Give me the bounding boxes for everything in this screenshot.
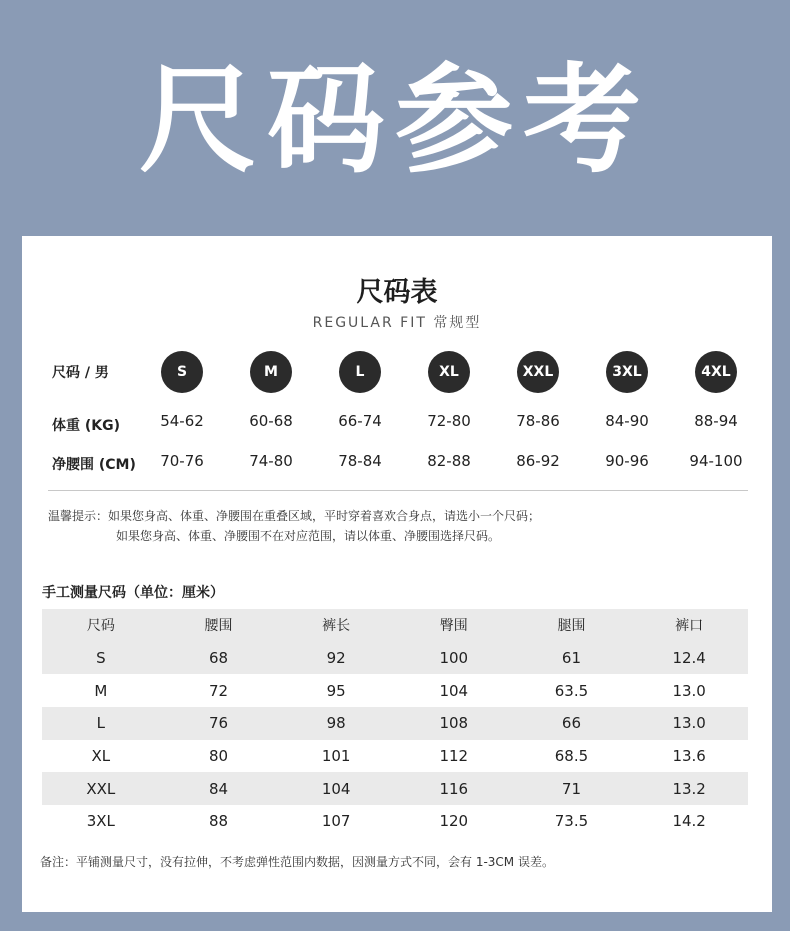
table-cell: 95 [326,681,346,700]
weight-range: 66-74 [338,412,382,430]
card-title: 尺码表 [356,277,438,308]
table-cell: 71 [561,779,581,798]
waist-range: 86-92 [516,452,560,470]
row-label-waist: 净腰围 (CM) [52,457,136,473]
table-cell: 98 [326,714,346,733]
table-cell: 13.6 [672,747,706,766]
table-cell: 101 [321,747,351,766]
table-cell: 68 [208,649,229,668]
table-cell: 13.2 [672,779,706,798]
table-cell: 73.5 [554,812,589,831]
card-subtitle: REGULAR FIT 常规型 [312,315,482,331]
table-cell: 12.4 [672,649,706,668]
table-cell: 112 [439,747,469,766]
table-cell: 61 [561,649,581,668]
table-cell: 13.0 [672,714,706,733]
header-length: 裤长 [322,618,351,635]
table-cell: L [96,714,105,733]
weight-range: 78-86 [516,412,560,430]
row-label-size: 尺码 / 男 [52,365,109,381]
table-cell: 76 [208,714,229,733]
waist-range: 78-84 [338,452,382,470]
table-row [42,707,748,740]
measure-table-title: 手工测量尺码（单位：厘米） [42,585,224,601]
table-cell: 68.5 [554,747,589,766]
table-row [42,772,748,805]
weight-range: 72-80 [427,412,471,430]
table-cell: 104 [321,779,351,798]
weight-range: 60-68 [249,412,293,430]
table-cell: 14.2 [672,812,706,831]
header-waist: 腰围 [204,618,233,635]
table-row [42,642,748,675]
size-circle: 4XL [695,351,737,393]
measure-table-body [42,642,748,838]
table-cell: 3XL [86,812,115,831]
size-circle: S [161,351,203,393]
banner-title: 尺码参考 [138,51,651,189]
header-hem: 裤口 [675,618,704,635]
size-circle: 3XL [606,351,648,393]
table-cell: 84 [208,779,229,798]
table-cell: 104 [439,681,469,700]
table-cell: XL [91,747,111,766]
table-cell: 92 [326,649,346,668]
size-circle: XL [428,351,470,393]
tip-line-1: 温馨提示：如果您身高、体重、净腰围在重叠区域，平时穿着喜欢合身点，请选小一个尺码； [48,509,541,523]
table-cell: 66 [561,714,581,733]
table-cell: 63.5 [554,681,589,700]
size-circle: XXL [517,351,559,393]
row-label-weight: 体重 (KG) [52,418,121,434]
tip-line-2: 如果您身高、体重、净腰围不在对应范围，请以体重、净腰围选择尺码。 [116,529,501,543]
waist-range: 74-80 [249,452,293,470]
table-cell: 72 [208,681,229,700]
table-cell: XXL [86,779,116,798]
waist-range: 94-100 [689,452,743,470]
table-cell: 120 [439,812,469,831]
header-thigh: 腿围 [557,618,586,635]
waist-range: 82-88 [427,452,471,470]
note: 备注：平铺测量尺寸，没有拉伸，不考虑弹性范围内数据，因测量方式不同，会有 1-3CM 误差。 [40,855,554,869]
header-size: 尺码 [86,618,115,635]
table-cell: 108 [439,714,469,733]
size-circle: M [250,351,292,393]
header-hip: 臀围 [439,618,468,635]
table-cell: 88 [208,812,229,831]
measure-table-header-row [42,609,748,642]
size-circle: L [339,351,381,393]
table-cell: S [96,649,106,668]
weight-range: 84-90 [605,412,649,430]
table-cell: 107 [321,812,351,831]
table-row [42,805,748,838]
table-row [42,740,748,773]
weight-range: 88-94 [694,412,738,430]
table-cell: 13.0 [672,681,706,700]
size-card [22,236,772,912]
table-cell: 100 [439,649,469,668]
weight-range: 54-62 [160,412,204,430]
waist-range: 90-96 [605,452,649,470]
table-row [42,674,748,707]
table-cell: 80 [208,747,229,766]
waist-range: 70-76 [160,452,204,470]
divider [48,490,748,491]
table-cell: M [94,681,108,700]
measure-table [42,609,748,838]
table-cell: 116 [439,779,469,798]
